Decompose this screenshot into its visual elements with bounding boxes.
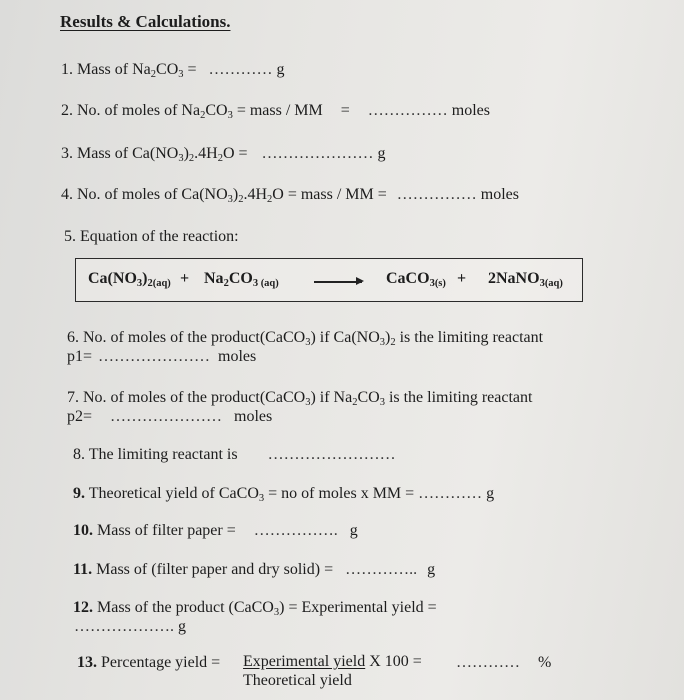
question-11: 11. Mass of (filter paper and dry solid) = ………….. g bbox=[73, 561, 436, 578]
unit: moles bbox=[480, 186, 519, 203]
blank-filter-and-solid-mass[interactable]: ………….. bbox=[345, 561, 418, 578]
blank-limiting-reactant[interactable]: …………………… bbox=[267, 446, 396, 463]
question-13-answer bbox=[456, 653, 551, 672]
blank-mass-na2co3[interactable]: ………… bbox=[208, 61, 273, 78]
question-4: 4. No. of moles of $Ca(NO_3)_2.4H_2O$ = mass / MM = …………… moles bbox=[61, 186, 519, 205]
question-12-answer bbox=[74, 617, 186, 636]
blank-percentage-yield[interactable]: ………… bbox=[456, 654, 520, 671]
product-sodium-nitrate: 2NaNO$_{3(aq)}$ bbox=[488, 270, 563, 289]
reaction-arrow-icon bbox=[314, 281, 362, 283]
question-2: 2. No. of moles of $Na_2CO_3$ = mass / MM = …………… moles bbox=[61, 102, 490, 121]
unit: % bbox=[538, 654, 552, 671]
question-12: 12. Mass of the product (CaCO$_3$) = Experimental yield = bbox=[73, 599, 437, 618]
unit: g bbox=[178, 618, 186, 635]
reactant-sodium-carbonate: $Na_2CO_3$ $_{(aq)}$ bbox=[204, 270, 279, 289]
blank-p1[interactable]: ………………… bbox=[98, 348, 211, 365]
fraction-denominator: Theoretical yield bbox=[243, 672, 352, 689]
product-calcium-carbonate: CaCO$_{3(s)}$ bbox=[386, 270, 446, 289]
plus-sign: + bbox=[457, 270, 467, 287]
unit: moles bbox=[451, 102, 490, 119]
blank-p2[interactable]: ………………… bbox=[110, 408, 223, 425]
blank-moles-na2co3[interactable]: …………… bbox=[367, 102, 448, 119]
blank-mass-cano3[interactable]: ………………… bbox=[261, 145, 374, 162]
unit: g bbox=[486, 485, 495, 502]
blank-moles-cano3[interactable]: …………… bbox=[396, 186, 477, 203]
question-3: 3. Mass of $Ca(NO_3)_2.4H_2O$ = ………………… g bbox=[61, 145, 386, 164]
unit: g bbox=[276, 61, 285, 78]
reaction-equation-box bbox=[75, 258, 583, 302]
unit: g bbox=[377, 145, 386, 162]
percentage-yield-fraction: Experimental yield X 100 = Theoretical yield bbox=[243, 653, 422, 689]
fraction-numerator: Experimental yield bbox=[243, 653, 366, 670]
unit: g bbox=[349, 522, 358, 539]
question-8: 8. The limiting reactant is …………………… bbox=[73, 446, 396, 463]
question-7-answer: p2= ………………… moles bbox=[67, 408, 273, 425]
question-5: 5. Equation of the reaction: bbox=[64, 228, 239, 245]
question-9: 9. Theoretical yield of CaCO$_3$ = no of moles x MM = ………… g bbox=[73, 485, 495, 504]
unit: g bbox=[427, 561, 436, 578]
section-heading: Results & Calculations. bbox=[60, 12, 231, 31]
question-6: 6. No. of moles of the product(CaCO$_3$) if $Ca(NO_3)_2$ is the limiting reactant bbox=[67, 329, 544, 348]
blank-theoretical-yield[interactable]: ………… bbox=[418, 485, 483, 502]
unit: moles bbox=[218, 348, 257, 365]
question-10: 10. Mass of filter paper = ……………. g bbox=[73, 522, 358, 539]
plus-sign: + bbox=[180, 270, 190, 287]
unit: moles bbox=[234, 408, 273, 425]
reactant-calcium-nitrate: $Ca(NO_3)_{2(aq)}$ bbox=[88, 270, 171, 289]
blank-filter-paper-mass[interactable]: ……………. bbox=[253, 522, 338, 539]
blank-experimental-yield[interactable]: ………………. bbox=[74, 618, 174, 635]
question-13: 13. Percentage yield = bbox=[77, 654, 221, 671]
question-6-answer: p1= ………………… moles bbox=[67, 348, 257, 365]
question-1: 1. Mass of $Na_2CO_3$ = ………… g bbox=[61, 61, 285, 80]
question-7: 7. No. of moles of the product(CaCO$_3$) if $Na_2CO_3$ is the limiting reactant bbox=[67, 389, 533, 408]
